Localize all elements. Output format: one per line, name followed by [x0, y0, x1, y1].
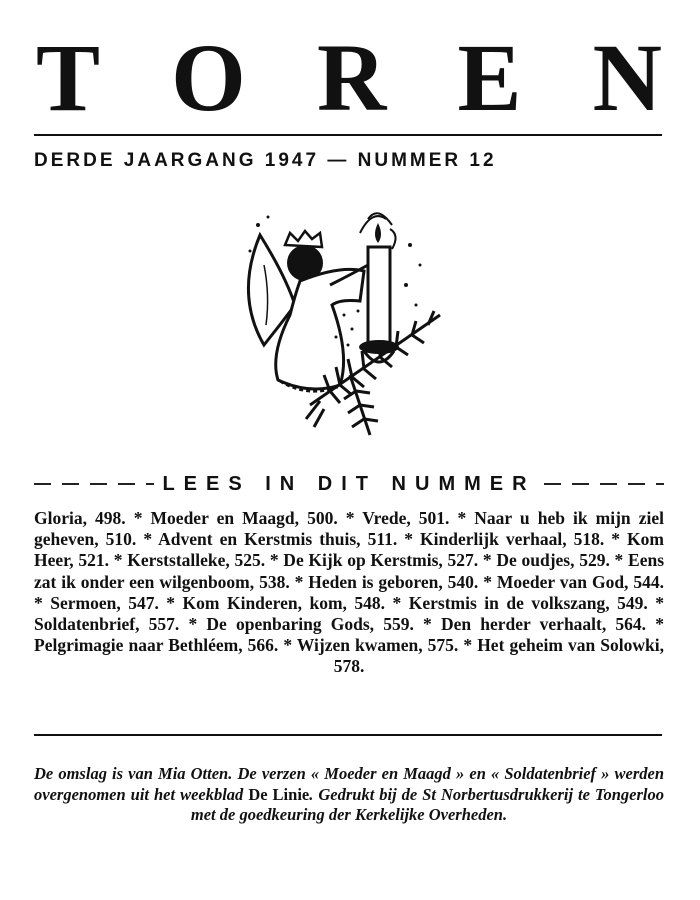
angel-with-candle-icon [240, 205, 460, 440]
title-letter: N [592, 24, 662, 131]
contents-heading-label: LEES IN DIT NUMMER [162, 473, 536, 495]
table-of-contents: Gloria, 498. * Moeder en Maagd, 500. * Vrede, 501. * Naar u heb ik mijn ziel geheven, 510. * Advent en Kerstmis thuis, 511. * Kinderlijk verhaal, 518. * Kom Heer, 521. * Kerststalleke, 525. * De Kijk op Kerstmis, 527. * De oudjes, 529. * Eens zat ik onder een wilgenboom, 538. * Heden is geboren, 540. * Moeder van God, 544. * Sermoen, 547. * Kom Kinderen, kom, 548. * Kerstmis in de volkszang, 549. * Soldatenbrief, 557. * De openbaring Gods, 559. * Den herder verhaalt, 564. * Pelgrimagie naar Bethléem, 566. * Wijzen kwamen, 575. * Het geheim van Solowki, 578. [34, 508, 664, 677]
title-letter: E [457, 24, 522, 131]
contents-heading [34, 472, 664, 496]
colophon-part2: . Gedrukt bij de St Norbertusdrukkerij te Tongerloo met de goedkeuring der Kerkelijke Overheden. [190, 784, 664, 824]
top-divider [34, 134, 662, 136]
bottom-divider [34, 734, 662, 736]
colophon-part1: De omslag is van Mia Otten. De verzen « Moeder en Maagd » en « Soldatenbrief » werden overgenomen uit het weekblad [34, 764, 664, 804]
title-letter: O [171, 24, 246, 131]
magazine-title [36, 24, 662, 131]
publication-name: De Linie [248, 784, 310, 804]
issue-info: DERDE JAARGANG 1947 — NUMMER 12 [34, 150, 497, 171]
colophon [34, 764, 664, 826]
title-letter: T [36, 24, 101, 131]
heading-dash-right [544, 483, 664, 485]
title-letter: R [316, 24, 387, 131]
heading-dash-left [34, 483, 154, 485]
